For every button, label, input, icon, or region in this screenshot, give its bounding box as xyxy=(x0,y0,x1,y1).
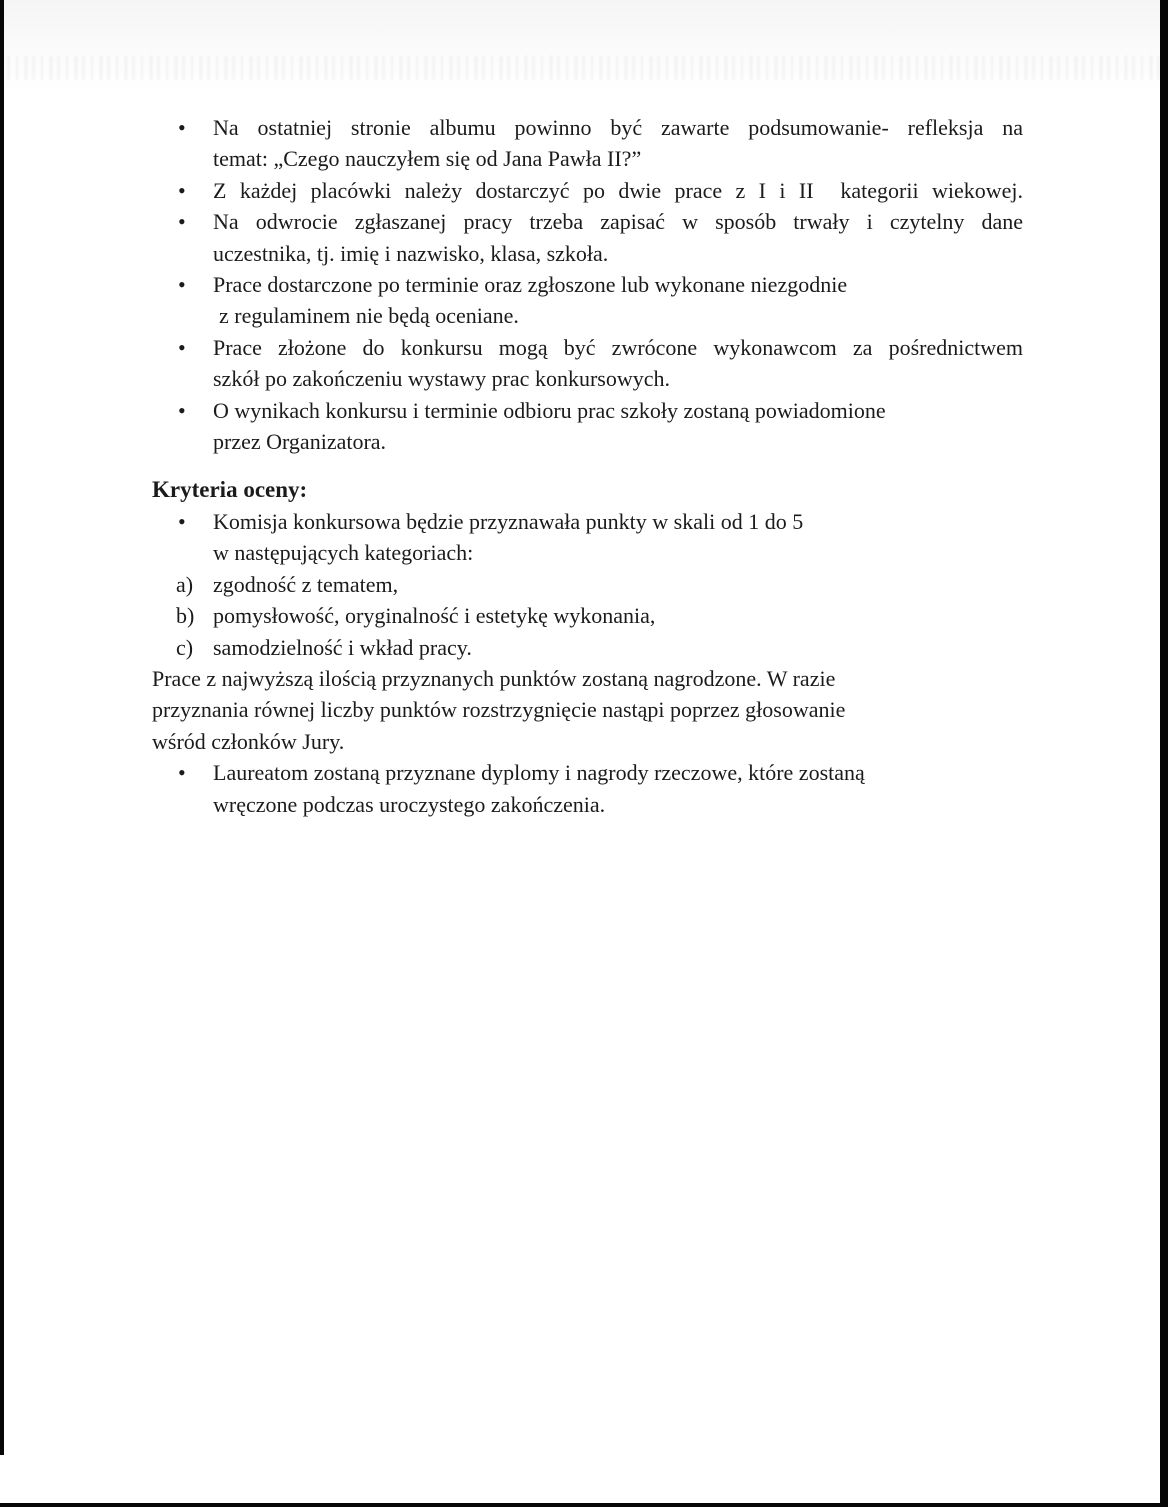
bullet-line: Prace złożone do konkursu mogą być zwrócone wykonawcom za pośrednictwem xyxy=(213,334,1023,360)
bullet-icon: • xyxy=(178,397,186,423)
criteria-item-a xyxy=(152,569,1023,600)
bullet-body xyxy=(152,332,1023,395)
bullet-body xyxy=(152,175,1023,206)
bullet-line: przez Organizatora. xyxy=(213,429,387,455)
criteria-item-c xyxy=(152,632,1023,663)
bullet-line: Na ostatniej stronie albumu powinno być zawarte podsumowanie- refleksja na xyxy=(213,115,1023,140)
bullet-body xyxy=(152,269,1023,332)
bullet-icon: • xyxy=(178,760,186,786)
list-marker: a) xyxy=(176,571,194,597)
scan-top-shade xyxy=(0,0,1168,92)
bullet-body xyxy=(152,206,1023,269)
bullet-item xyxy=(152,269,1023,332)
bullet-item xyxy=(152,112,1023,175)
list-marker: b) xyxy=(176,603,195,629)
bullet-icon: • xyxy=(178,334,186,360)
scan-edge-left xyxy=(0,0,4,1455)
document-content xyxy=(152,112,1023,820)
bullet-line: uczestnika, tj. imię i nazwisko, klasa, szkoła. xyxy=(213,240,609,266)
bullet-line: Komisja konkursowa będzie przyznawała punkty w skali od 1 do 5 xyxy=(213,508,804,534)
criteria-item-b xyxy=(152,600,1023,631)
bullet-line: w następujących kategoriach: xyxy=(213,540,474,566)
bullet-item xyxy=(152,757,1023,820)
bullet-line: temat: „Czego nauczyłem się od Jana Pawła II?” xyxy=(213,146,642,172)
criteria-text: samodzielność i wkład pracy. xyxy=(213,634,472,660)
bullet-item xyxy=(152,332,1023,395)
scan-noise-band xyxy=(0,56,1168,80)
bullet-body xyxy=(152,506,1023,569)
bullet-line: szkół po zakończeniu wystawy prac konkursowych. xyxy=(213,366,670,392)
bullet-line: Na odwrocie zgłaszanej pracy trzeba zapisać w sposób trwały i czytelny dane xyxy=(213,209,1023,235)
paragraph-line: wśród członków Jury. xyxy=(152,728,345,754)
bullet-line: O wynikach konkursu i terminie odbioru prac szkoły zostaną powiadomione xyxy=(213,397,886,423)
bullet-item xyxy=(152,206,1023,269)
bullet-body xyxy=(152,395,1023,458)
scan-edge-right xyxy=(1160,0,1168,1507)
award-paragraph xyxy=(152,663,1023,757)
bullet-line: Z każdej placówki należy dostarczyć po dwie prace z I i II kategorii wiekowej. xyxy=(213,177,1023,203)
list-marker: c) xyxy=(176,634,194,660)
criteria-text: pomysłowość, oryginalność i estetykę wykonania, xyxy=(213,603,656,629)
bullet-line: Prace dostarczone po terminie oraz zgłoszone lub wykonane niezgodnie xyxy=(213,272,848,298)
bullet-icon: • xyxy=(178,272,186,298)
bullet-item xyxy=(152,395,1023,458)
paragraph-line: Prace z najwyższą ilością przyznanych punktów zostaną nagrodzone. W razie xyxy=(152,665,836,691)
bullet-item xyxy=(152,175,1023,206)
paragraph-line: przyznania równej liczby punktów rozstrzygnięcie nastąpi poprzez głosowanie xyxy=(152,697,846,723)
bullet-body xyxy=(152,112,1023,175)
bullet-icon: • xyxy=(178,508,186,534)
bullet-item xyxy=(152,506,1023,569)
bullet-icon: • xyxy=(178,177,186,203)
bullet-body xyxy=(152,757,1023,820)
criteria-text: zgodność z tematem, xyxy=(213,571,399,597)
scan-edge-bottom xyxy=(0,1503,1168,1507)
bullet-line: wręczone podczas uroczystego zakończenia. xyxy=(213,791,606,817)
bullet-line: z regulaminem nie będą oceniane. xyxy=(219,303,519,329)
bullet-line: Laureatom zostaną przyznane dyplomy i nagrody rzeczowe, które zostaną xyxy=(213,760,865,786)
criteria-heading: Kryteria oceny: xyxy=(152,477,308,503)
bullet-icon: • xyxy=(178,115,186,140)
bullet-icon: • xyxy=(178,209,186,235)
